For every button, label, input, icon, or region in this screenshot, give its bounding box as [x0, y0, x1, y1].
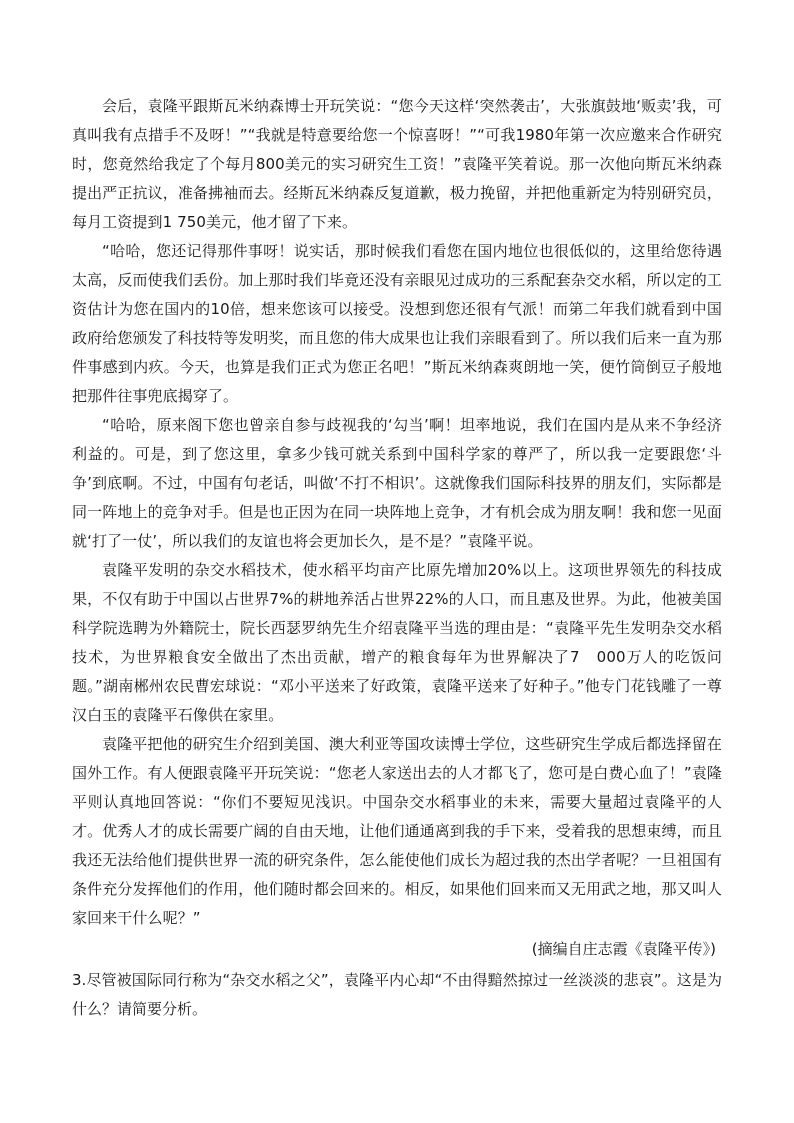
paragraph-4: 袁隆平发明的杂交水稻技术，使水稻平均亩产比原先增加20%以上。这项世界领先的科技成果，不仅有助于中国以占世界7%的耕地养活占世界22%的人口，而且惠及世界。为此，他被美国科学院选聘为外籍院士，院长西瑟罗纳先生介绍袁隆平当选的理由是：“袁隆平先生发明杂交水稻技术，为世界粮食安全做出了杰出贡献，增产的粮食每年为世界解决了7 000万人的吃饭问题。”湖南郴州农民曹宏球说：“邓小平送来了好政策，袁隆平送来了好种子。”他专门花钱雕了一尊汉白玉的袁隆平石像供在家里。	[72, 561, 722, 724]
source-citation: (摘编自庄志霞《袁隆平传》)	[531, 940, 716, 958]
document-page	[72, 92, 722, 1024]
question-3: 3.尽管被国际同行称为“杂交水稻之父”，袁隆平内心却“不由得黯然掠过一丝淡淡的悲哀”。这是为什么？请简要分析。	[72, 971, 722, 1018]
paragraph-1: 会后，袁隆平跟斯瓦米纳森博士开玩笑说：“您今天这样‘突然袭击’，大张旗鼓地‘贩卖’我，可真叫我有点措手不及呀！”“我就是特意要给您一个惊喜呀！”“可我1980年第一次应邀来合作研究时，您竟然给我定了个每月800美元的实习研究生工资！”袁隆平笑着说。那一次他向斯瓦米纳森提出严正抗议，准备拂袖而去。经斯瓦米纳森反复道歉，极力挽留，并把他重新定为特别研究员，每月工资提到1 750美元，他才留了下来。	[72, 97, 722, 231]
paragraph-5: 袁隆平把他的研究生介绍到美国、澳大利亚等国攻读博士学位，这些研究生学成后都选择留在国外工作。有人便跟袁隆平开玩笑说：“您老人家送出去的人才都飞了，您可是白费心血了！”袁隆平则认真地回答说：“你们不要短见浅识。中国杂交水稻事业的未来，需要大量超过袁隆平的人才。优秀人才的成长需要广阔的自由天地，让他们通通离到我的手下来，受着我的思想束缚，而且我还无法给他们提供世界一流的研究条件，怎么能使他们成长为超过我的杰出学者呢？一旦祖国有条件充分发挥他们的作用，他们随时都会回来的。相反，如果他们回来而又无用武之地，那又叫人家回来干什么呢？”	[72, 735, 722, 927]
paragraph-2: “哈哈，您还记得那件事呀！说实话，那时候我们看您在国内地位也很低似的，这里给您待遇太高，反而使我们丢份。加上那时我们毕竟还没有亲眼见过成功的三系配套杂交水稻，所以定的工资估计为您在国内的10倍，想来您该可以接受。没想到您还很有气派！而第二年我们就看到中国政府给您颁发了科技特等发明奖，而且您的伟大成果也让我们亲眼看到了。所以我们后来一直为那件事感到内疚。今天，也算是我们正式为您正名吧！”斯瓦米纳森爽朗地一笑，便竹筒倒豆子般地把那件往事兜底揭穿了。	[72, 242, 722, 405]
paragraph-3: “哈哈，原来阁下您也曾亲自参与歧视我的‘勾当’啊！坦率地说，我们在国内是从来不争经济利益的。可是，到了您这里，拿多少钱可就关系到中国科学家的尊严了，所以我一定要跟您‘斗争’到底啊。不过，中国有句老话，叫做‘不打不相识’。这就像我们国际科技界的朋友们，实际都是同一阵地上的竞争对手。但是也正因为在同一块阵地上竞争，才有机会成为朋友啊！我和您一见面就‘打了一仗’，所以我们的友谊也将会更加长久，是不是？”袁隆平说。	[72, 416, 722, 550]
